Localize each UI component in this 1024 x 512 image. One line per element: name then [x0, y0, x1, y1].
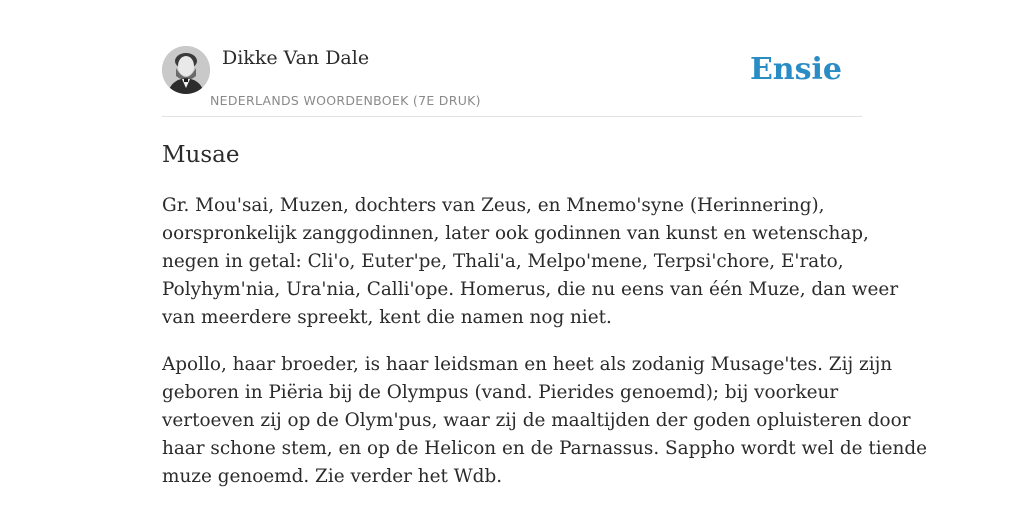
- entry-header: [162, 46, 862, 117]
- portrait-image: [162, 46, 210, 94]
- source-label[interactable]: NEDERLANDS WOORDENBOEK (7E DRUK): [210, 93, 481, 108]
- text-line: van meerdere spreekt, kent die namen nog niet.: [162, 307, 612, 328]
- text-line: haar schone stem, en op de Helicon en de Parnassus. Sappho wordt wel de tiende: [162, 438, 928, 459]
- text-line: negen in getal: Cli'o, Euter'pe, Thali'a, Melpo'mene, Terpsi'chore, E'rato,: [162, 251, 844, 272]
- entry-content: [162, 192, 928, 491]
- ensie-logo[interactable]: Ensie: [749, 52, 842, 87]
- paragraph-1: [162, 192, 899, 332]
- text-line: Gr. Mou'sai, Muzen, dochters van Zeus, en Mnemo'syne (Herinnering),: [162, 195, 825, 216]
- text-line: muze genoemd. Zie verder het Wdb.: [162, 466, 503, 487]
- text-line: Polyhym'nia, Ura'nia, Calli'ope. Homerus, die nu eens van één Muze, dan weer: [162, 279, 899, 300]
- author-name[interactable]: Dikke Van Dale: [222, 47, 370, 69]
- text-line: vertoeven zij op de Olym'pus, waar zij de maaltijden der goden opluisteren door: [162, 410, 911, 431]
- paragraph-2: [162, 351, 928, 491]
- text-line: Apollo, haar broeder, is haar leidsman en heet als zodanig Musage'tes. Zij zijn: [162, 354, 893, 375]
- author-avatar[interactable]: [162, 46, 210, 94]
- text-line: oorspronkelijk zanggodinnen, later ook godinnen van kunst en wetenschap,: [162, 223, 869, 244]
- entry-title: Musae: [162, 142, 240, 168]
- text-line: geboren in Piëria bij de Olympus (vand. Pierides genoemd); bij voorkeur: [162, 382, 839, 403]
